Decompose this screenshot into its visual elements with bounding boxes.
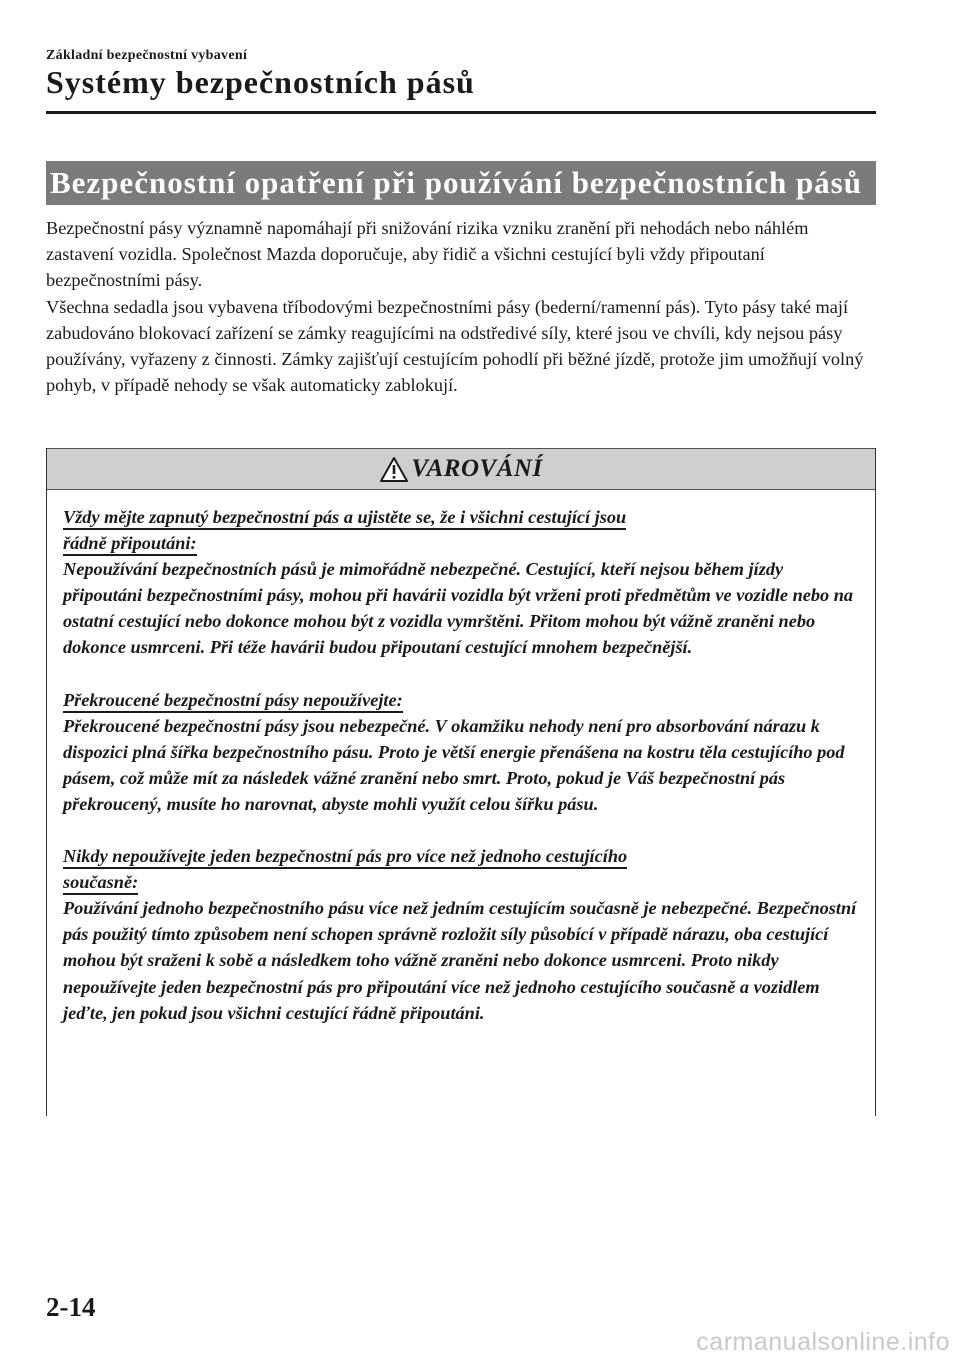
intro-paragraph-2: Všechna sedadla jsou vybavena tříbodovými bezpečnostními pásy (bederní/ramenní pás). Tyto pásy také mají zabudováno blokovací zařízení se zámky reagujícími na odstředivé síly, které jsou ve chvíli, kdy nejsou pásy používány, vyřazeny z činnosti. Zámky zajišťují cestujícím pohodlí při běžné jízdě, protože jim umožňují volný pohyb, v případě nehody se však automaticky zablokují. — [46, 296, 864, 396]
watermark: carmanualsonline.info — [696, 1328, 950, 1356]
warning-item-heading-line: Vždy mějte zapnutý bezpečnostní pás a ujistěte se, že i všichni cestující jsou — [63, 507, 626, 530]
chapter-title: Systémy bezpečnostních pásů — [46, 64, 475, 100]
section-kicker: Základní bezpečnostní vybavení — [46, 48, 248, 63]
warning-item-twisted — [63, 687, 859, 817]
intro-text — [46, 215, 876, 398]
warning-header — [47, 448, 875, 490]
warning-label: VAROVÁNÍ — [411, 455, 543, 482]
section-heading: Bezpečnostní opatření při používání bezpečnostních pásů — [46, 161, 876, 205]
warning-box — [46, 448, 876, 1116]
warning-item-heading — [63, 507, 626, 556]
chapter-rule — [46, 111, 876, 114]
page-number: 2-14 — [46, 1292, 96, 1322]
intro-paragraph-1: Bezpečnostní pásy významně napomáhají při snižování rizika vzniku zranění při nehodách nebo náhlém zastavení vozidla. Společnost Mazda doporučuje, aby řidič a všichni cestující byli vždy připoutaní bezpečnostními pásy. — [46, 218, 809, 291]
warning-item-sharing — [63, 843, 859, 1026]
warning-item-heading — [63, 846, 627, 895]
warning-item-heading-line: Nikdy nepoužívejte jeden bezpečnostní pás pro více než jednoho cestujícího — [63, 846, 627, 869]
warning-item-heading-line: Překroucené bezpečnostní pásy nepoužívejte: — [63, 690, 403, 713]
warning-item-seatbelt — [63, 504, 859, 661]
warning-triangle-icon — [379, 456, 409, 483]
warning-item-text: Překroucené bezpečnostní pásy jsou nebezpečné. V okamžiku nehody není pro absorbování nárazu k dispozici plná šířka bezpečnostního pásu. Proto je větší energie přenášena na kostru těla cestujícího pod pásem, což může mít za následek vážné zranění nebo smrt. Proto, pokud je Váš bezpečnostní pás překroucený, musíte ho narovnat, abyste mohli využít celou šířku pásu. — [63, 715, 845, 814]
warning-body — [47, 490, 875, 1026]
warning-item-heading — [63, 690, 403, 713]
warning-item-text: Používání jednoho bezpečnostního pásu více než jedním cestujícím současně je nebezpečné. Bezpečnostní pás použitý tímto způsobem není schopen správně rozložit síly působící v případě nárazu, oba cestující mohou být sraženi k sobě a následkem toho vážně zraněni nebo dokonce usmrceni. Proto nikdy nepoužívejte jeden bezpečnostní pás pro připoutání více než jednoho cestujícího současně a vozidlem jeďte, jen pokud jsou všichni cestující řádně připoutáni. — [63, 898, 857, 1023]
warning-item-heading-line: řádně připoutáni: — [63, 533, 197, 556]
warning-item-heading-line: současně: — [63, 872, 138, 895]
warning-item-text: Nepoužívání bezpečnostních pásů je mimořádně nebezpečné. Cestující, kteří nejsou během jízdy připoutáni bezpečnostními pásy, mohou při havárii vozidla být vrženi proti předmětům ve vozidle nebo na ostatní cestující nebo dokonce mohou být z vozidla vymrštěni. Přitom mohou být vážně zraněni nebo dokonce usmrceni. Při téže havárii budou připoutaní cestující mnohem bezpečnější. — [63, 559, 854, 658]
